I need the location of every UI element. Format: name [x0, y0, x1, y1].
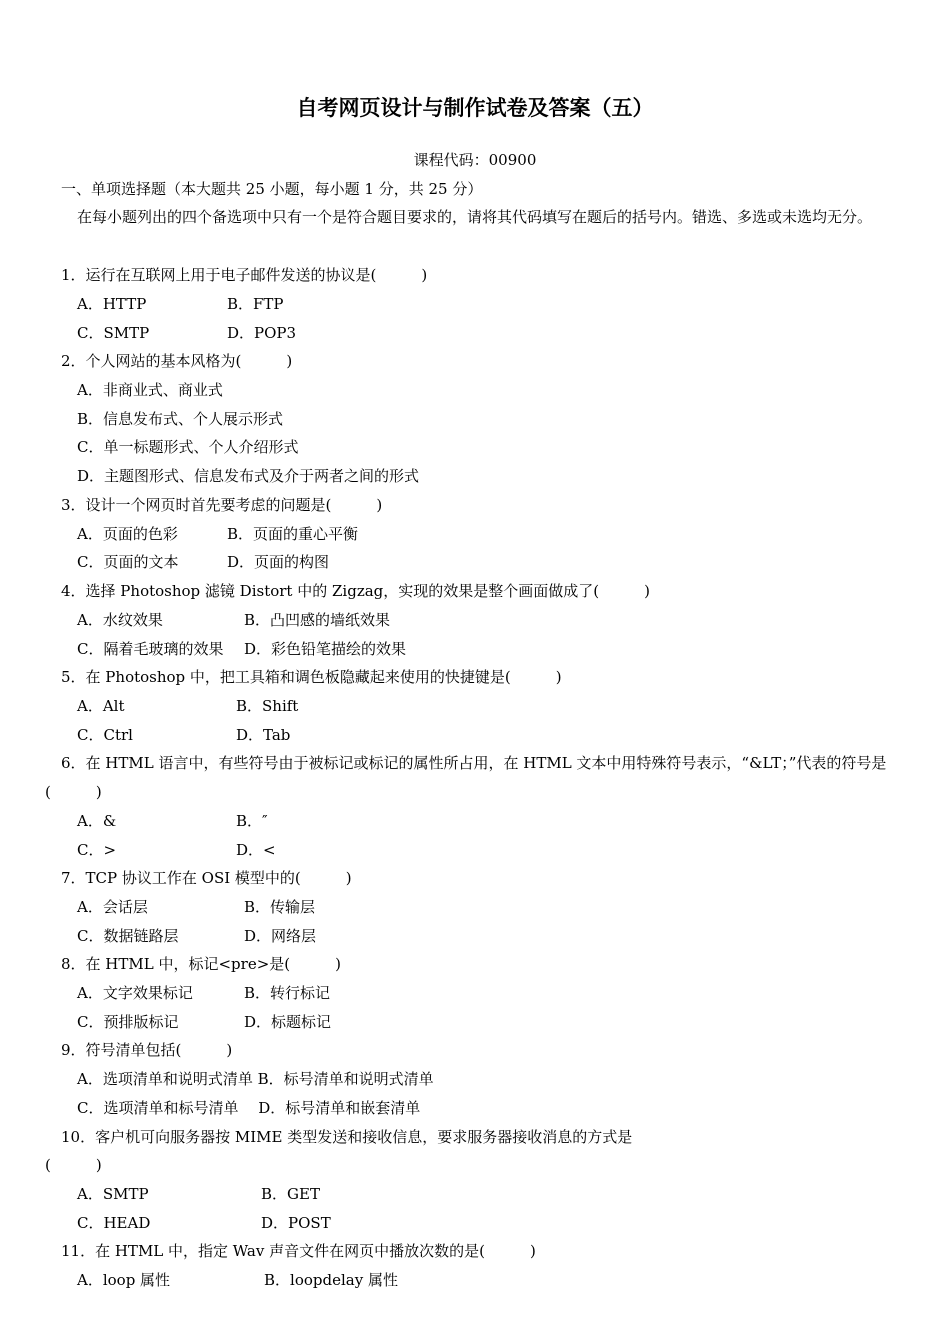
question-2-option-c: C．单一标题形式、个人介绍形式 [77, 438, 299, 456]
question-8-option-b: B．转行标记 [244, 984, 331, 1002]
question-1-stem: 1．运行在互联网上用于电子邮件发送的协议是( ) [61, 266, 428, 284]
question-8-option-c: C．预排版标记 [77, 1013, 179, 1031]
question-4-option-c: C．隔着毛玻璃的效果 [77, 640, 224, 658]
question-8-option-a: A．文字效果标记 [77, 984, 193, 1002]
question-6-option-d: D．< [236, 841, 276, 859]
question-6-option-c: C．> [77, 841, 117, 859]
question-10-option-b: B．GET [261, 1185, 320, 1203]
question-10-option-c: C．HEAD [77, 1214, 151, 1232]
question-9-stem: 9．符号清单包括( ) [61, 1041, 233, 1059]
question-7-stem: 7．TCP 协议工作在 OSI 模型中的( ) [61, 869, 352, 887]
question-3-stem: 3．设计一个网页时首先要考虑的问题是( ) [61, 496, 383, 514]
course-code: 课程代码：00900 [413, 151, 537, 169]
question-3-option-b: B．页面的重心平衡 [227, 525, 359, 543]
question-10-option-a: A．SMTP [77, 1185, 149, 1203]
question-5-option-d: D．Tab [236, 726, 291, 744]
question-2-option-d: D．主题图形式、信息发布式及介于两者之间的形式 [77, 467, 420, 485]
question-5-option-c: C．Ctrl [77, 726, 133, 744]
question-5-option-a: A．Alt [77, 697, 125, 715]
question-4-option-a: A．水纹效果 [77, 611, 163, 629]
question-4-option-d: D．彩色铅笔描绘的效果 [244, 640, 407, 658]
question-2-stem: 2．个人网站的基本风格为( ) [61, 352, 293, 370]
question-2-option-b: B．信息发布式、个人展示形式 [77, 410, 284, 428]
question-10-stem-continued: ( ) [45, 1156, 102, 1174]
question-7-option-c: C．数据链路层 [77, 927, 179, 945]
question-11-option-a: A．loop 属性 [77, 1271, 171, 1289]
question-1-option-b: B．FTP [227, 295, 284, 313]
question-6-option-b: B．″ [236, 812, 268, 830]
question-2-option-a: A．非商业式、商业式 [77, 381, 223, 399]
question-8-stem: 8．在 HTML 中，标记<pre>是( ) [61, 955, 341, 973]
question-1-option-c: C．SMTP [77, 324, 150, 342]
instructions: 在每小题列出的四个备选项中只有一个是符合题目要求的，请将其代码填写在题后的括号内。错选、多选或未选均无分。 [77, 208, 873, 226]
question-8-option-d: D．标题标记 [244, 1013, 332, 1031]
question-1-option-d: D．POP3 [227, 324, 297, 342]
question-6-stem: 6．在 HTML 语言中，有些符号由于被标记或标记的属性所占用，在 HTML 文本中用特殊符号表示，“&LT；”代表的符号是( ) [45, 754, 887, 801]
question-9-options-ab: A．选项清单和说明式清单 B．标号清单和说明式清单 [77, 1070, 434, 1088]
question-11-stem: 11．在 HTML 中，指定 Wav 声音文件在网页中播放次数的是( ) [61, 1242, 536, 1260]
question-7-option-d: D．网络层 [244, 927, 317, 945]
question-1-option-a: A．HTTP [77, 295, 147, 313]
question-4-option-b: B．凸凹感的墙纸效果 [244, 611, 391, 629]
question-5-option-b: B．Shift [236, 697, 299, 715]
question-5-stem: 5．在 Photoshop 中，把工具箱和调色板隐藏起来使用的快捷键是( ) [61, 668, 562, 686]
question-3-option-a: A．页面的色彩 [77, 525, 178, 543]
question-6-option-a: A．& [77, 812, 117, 830]
question-10-option-d: D．POST [261, 1214, 331, 1232]
question-10-stem: 10．客户机可向服务器按 MIME 类型发送和接收信息，要求服务器接收消息的方式是 [61, 1128, 633, 1146]
question-7-option-b: B．传输层 [244, 898, 316, 916]
question-7-option-a: A．会话层 [77, 898, 148, 916]
section-heading: 一、单项选择题（本大题共 25 小题，每小题 1 分，共 25 分） [61, 180, 483, 198]
question-3-option-d: D．页面的构图 [227, 553, 330, 571]
question-3-option-c: C．页面的文本 [77, 553, 179, 571]
question-9-options-cd: C．选项清单和标号清单 D．标号清单和嵌套清单 [77, 1099, 421, 1117]
question-4-stem: 4．选择 Photoshop 滤镜 Distort 中的 Zigzag，实现的效果是整个画面做成了( ) [61, 582, 650, 600]
question-11-option-b: B．loopdelay 属性 [264, 1271, 398, 1289]
page-title: 自考网页设计与制作试卷及答案（五） [296, 96, 654, 120]
